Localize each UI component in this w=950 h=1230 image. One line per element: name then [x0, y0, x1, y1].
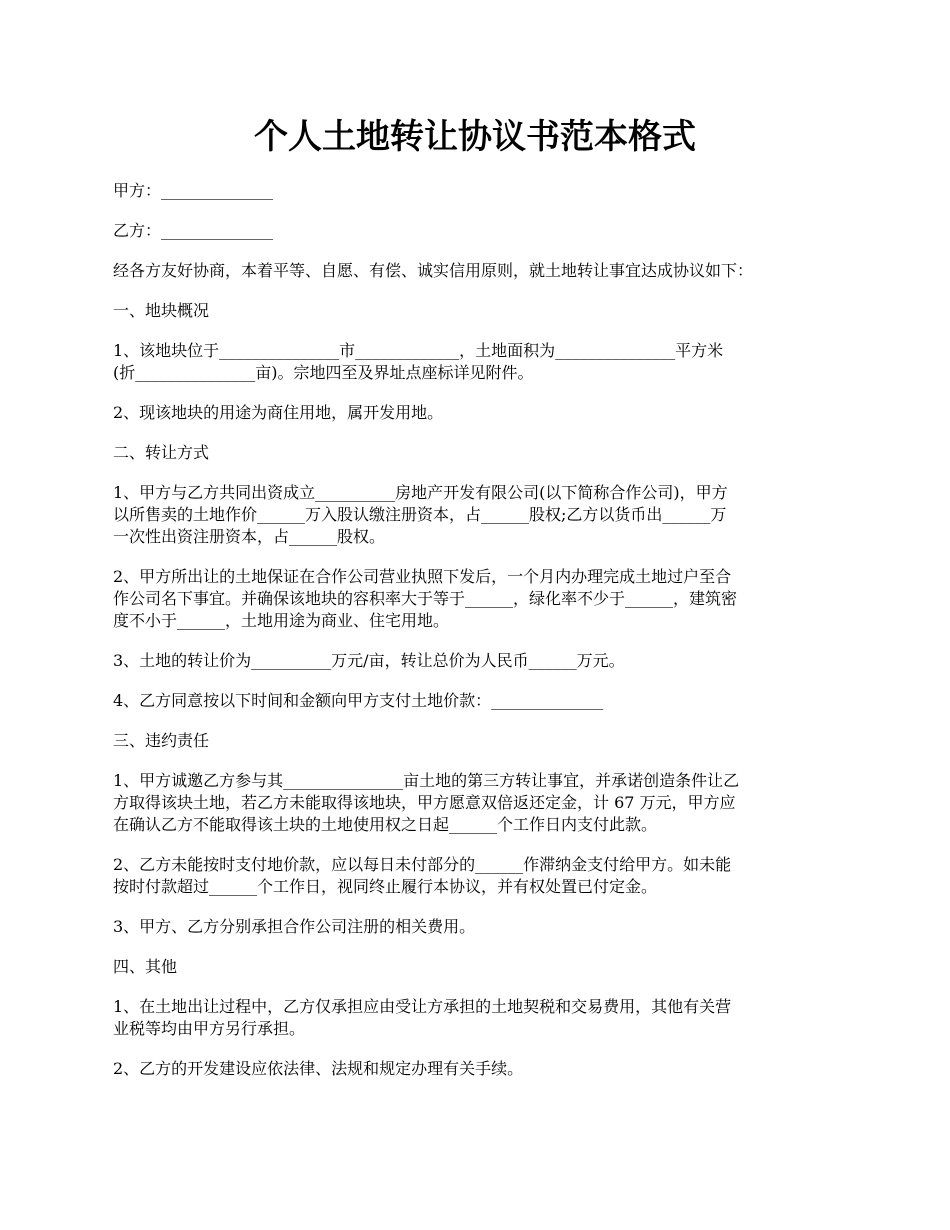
text-line: 三、违约责任: [113, 731, 210, 750]
text-line: 2、甲方所出让的土地保证在合作公司营业执照下发后，一个月内办理完成土地过户至合: [113, 567, 732, 586]
document-title: 个人土地转让协议书范本格式: [254, 117, 696, 157]
clause-4-2: [113, 1058, 848, 1080]
text-line: 业税等均由甲方另行承担。: [113, 1019, 306, 1038]
clause-4-1: [113, 996, 848, 1040]
text-line: 3、土地的转让价为__________万元/亩，转让总价为人民币______万元。: [113, 651, 625, 670]
text-line: 甲方：______________: [113, 181, 274, 200]
text-line: 一次性出资注册资本，占______股权。: [113, 527, 386, 546]
text-line: 1、在土地出让过程中，乙方仅承担应由受让方承担的土地契税和交易费用，其他有关营: [113, 997, 732, 1016]
text-line: 按时付款超过______个工作日，视同终止履行本协议，并有权处置已付定金。: [113, 877, 658, 896]
clause-2-1: [113, 482, 848, 548]
party-a-line: [113, 180, 848, 202]
text-line: 4、乙方同意按以下时间和金额向甲方支付土地价款：______________: [113, 691, 604, 710]
clause-2-4: [113, 690, 848, 712]
text-line: 四、其他: [113, 957, 178, 976]
text-line: 度不小于______，土地用途为商业、住宅用地。: [113, 611, 450, 630]
preamble-paragraph: [113, 260, 848, 282]
clause-3-2: [113, 854, 848, 898]
document-body: [113, 180, 848, 1098]
text-line: 2、乙方未能按时支付地价款，应以每日未付部分的______作滞纳金支付给甲方。如未能: [113, 855, 732, 874]
clause-3-3: [113, 916, 848, 938]
clause-3-1: [113, 770, 848, 836]
party-b-line: [113, 220, 848, 242]
text-line: 一、地块概况: [113, 301, 210, 320]
text-line: 2、乙方的开发建设应依法律、法规和规定办理有关手续。: [113, 1059, 524, 1078]
text-line: 1、甲方诚邀乙方参与其_______________亩土地的第三方转让事宜，并承诺创造条件让乙: [113, 771, 740, 790]
text-line: 经各方友好协商，本着平等、自愿、有偿、诚实信用原则，就土地转让事宜达成协议如下：: [113, 261, 754, 280]
section-heading-1: [113, 300, 848, 322]
text-line: 3、甲方、乙方分别承担合作公司注册的相关费用。: [113, 917, 476, 936]
section-heading-3: [113, 730, 848, 752]
text-line: (折_______________亩)。宗地四至及界址点座标详见附件。: [113, 363, 534, 382]
section-heading-2: [113, 442, 848, 464]
clause-2-2: [113, 566, 848, 632]
text-line: 在确认乙方不能取得该土块的土地使用权之日起______个工作日内支付此款。: [113, 815, 658, 834]
text-line: 乙方：______________: [113, 221, 274, 240]
text-line: 以所售卖的土地作价______万入股认缴注册资本，占______股权;乙方以货币出______万: [113, 505, 727, 524]
clause-1-2: [113, 402, 848, 424]
section-heading-4: [113, 956, 848, 978]
text-line: 二、转让方式: [113, 443, 210, 462]
clause-1-1: [113, 340, 848, 384]
text-line: 作公司名下事宜。并确保该地块的容积率大于等于______，绿化率不少于______，建筑密: [113, 589, 738, 608]
text-line: 1、甲方与乙方共同出资成立__________房地产开发有限公司(以下简称合作公司)，甲方: [113, 483, 728, 502]
clause-2-3: [113, 650, 848, 672]
text-line: 1、该地块位于_______________市_____________，土地面积为_______________平方米: [113, 341, 724, 360]
text-line: 方取得该块土地，若乙方未能取得该地块，甲方愿意双倍返还定金，计 67 万元，甲方应: [113, 793, 736, 812]
text-line: 2、现该地块的用途为商住用地，属开发用地。: [113, 403, 444, 422]
